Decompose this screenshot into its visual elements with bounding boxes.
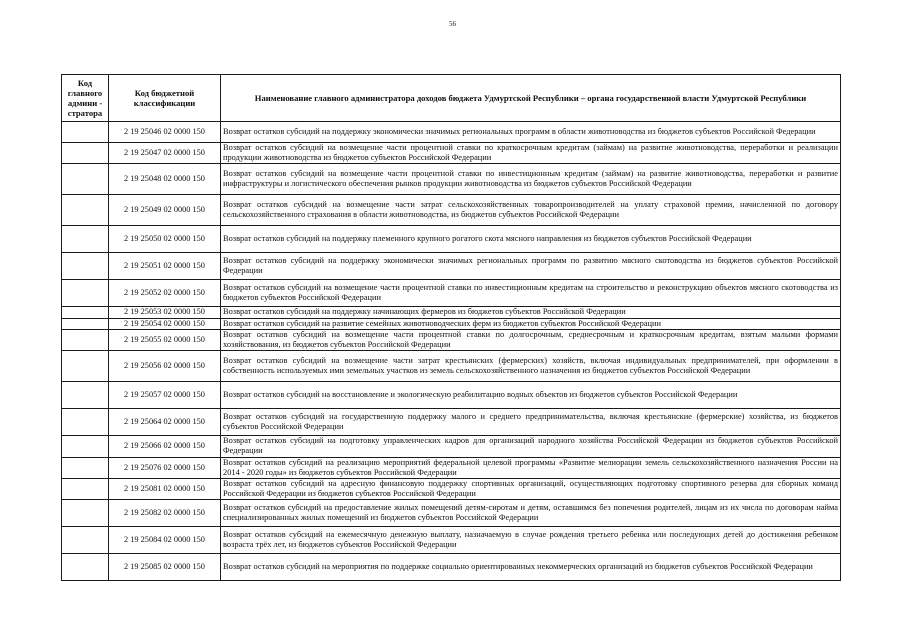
admin-code-cell xyxy=(62,226,109,253)
table-row xyxy=(62,329,841,350)
budget-code-cell: 2 19 25064 02 0000 150 xyxy=(109,409,221,436)
table-row xyxy=(62,164,841,195)
name-cell: Возврат остатков субсидий на возмещение части процентной ставки по инвестиционным кредитам на строительство и реконструкцию объектов мясного скотоводства из бюджетов субъектов Российской Федерации xyxy=(221,280,841,307)
table-row xyxy=(62,527,841,554)
budget-code-cell: 2 19 25076 02 0000 150 xyxy=(109,457,221,478)
name-cell: Возврат остатков субсидий на поддержку племенного крупного рогатого скота мясного направления из бюджетов субъектов Российской Федерации xyxy=(221,226,841,253)
budget-code-cell: 2 19 25085 02 0000 150 xyxy=(109,554,221,581)
admin-code-cell xyxy=(62,164,109,195)
name-cell: Возврат остатков субсидий на восстановление и экологическую реабилитацию водных объектов из бюджетов субъектов Российской Федерации xyxy=(221,382,841,409)
name-cell: Возврат остатков субсидий на поддержку экономически значимых региональных программ по развитию мясного скотоводства из бюджетов субъектов Российской Федерации xyxy=(221,253,841,280)
budget-code-cell: 2 19 25050 02 0000 150 xyxy=(109,226,221,253)
table-header xyxy=(62,75,841,122)
table-row xyxy=(62,436,841,457)
table-row xyxy=(62,457,841,478)
header-budget-code: Код бюджетной классификации xyxy=(109,75,221,122)
table-row xyxy=(62,307,841,318)
admin-code-cell xyxy=(62,479,109,500)
admin-code-cell xyxy=(62,318,109,329)
name-cell: Возврат остатков субсидий на возмещение части затрат крестьянских (фермерских) хозяйств, включая индивидуальных предпринимателей, при оформлении в собственность используемых ими земельных участков из земель сельскохозяйственного назначения из бюджетов субъектов Российской Федерации xyxy=(221,351,841,382)
admin-code-cell xyxy=(62,436,109,457)
table-row xyxy=(62,226,841,253)
budget-code-cell: 2 19 25049 02 0000 150 xyxy=(109,195,221,226)
admin-code-cell xyxy=(62,307,109,318)
budget-code-cell: 2 19 25053 02 0000 150 xyxy=(109,307,221,318)
budget-code-cell: 2 19 25084 02 0000 150 xyxy=(109,527,221,554)
name-cell: Возврат остатков субсидий на поддержку экономически значимых региональных программ в области животноводства из бюджетов субъектов Российской Федерации xyxy=(221,122,841,143)
admin-code-cell xyxy=(62,554,109,581)
budget-code-cell: 2 19 25081 02 0000 150 xyxy=(109,479,221,500)
table-body xyxy=(62,122,841,581)
table-row xyxy=(62,318,841,329)
admin-code-cell xyxy=(62,195,109,226)
name-cell: Возврат остатков субсидий на развитие семейных животноводческих ферм из бюджетов субъектов Российской Федерации xyxy=(221,318,841,329)
name-cell: Возврат остатков субсидий на реализацию мероприятий федеральной целевой программы «Развитие мелиорации земель сельскохозяйственного назначения России на 2014 - 2020 годы» из бюджетов субъектов Российской Федерации xyxy=(221,457,841,478)
admin-code-cell xyxy=(62,329,109,350)
budget-code-cell: 2 19 25082 02 0000 150 xyxy=(109,500,221,527)
budget-code-cell: 2 19 25066 02 0000 150 xyxy=(109,436,221,457)
name-cell: Возврат остатков субсидий на подготовку управленческих кадров для организаций народного хозяйства Российской Федерации из бюджетов субъектов Российской Федерации xyxy=(221,436,841,457)
budget-code-cell: 2 19 25052 02 0000 150 xyxy=(109,280,221,307)
admin-code-cell xyxy=(62,409,109,436)
budget-code-cell: 2 19 25057 02 0000 150 xyxy=(109,382,221,409)
table-row xyxy=(62,554,841,581)
admin-code-cell xyxy=(62,253,109,280)
name-cell: Возврат остатков субсидий на возмещение части затрат сельскохозяйственных товаропроизводителей на уплату страховой премии, начисленной по договору сельскохозяйственного страхования в области животноводства, из бюджетов субъектов Российской Федерации xyxy=(221,195,841,226)
table-row xyxy=(62,253,841,280)
header-row xyxy=(62,75,841,122)
admin-code-cell xyxy=(62,122,109,143)
name-cell: Возврат остатков субсидий на мероприятия по поддержке социально ориентированных некоммерческих организаций из бюджетов субъектов Российской Федерации xyxy=(221,554,841,581)
table-row xyxy=(62,195,841,226)
table-row xyxy=(62,351,841,382)
name-cell: Возврат остатков субсидий на ежемесячную денежную выплату, назначаемую в случае рождения третьего ребенка или последующих детей до достижения ребенком возраста трёх лет, из бюджетов субъектов Российской Федерации xyxy=(221,527,841,554)
name-cell: Возврат остатков субсидий на государственную поддержку малого и среднего предпринимательства, включая крестьянские (фермерские) хозяйства, из бюджетов субъектов Российской Федерации xyxy=(221,409,841,436)
admin-code-cell xyxy=(62,382,109,409)
table-row xyxy=(62,382,841,409)
admin-code-cell xyxy=(62,500,109,527)
table-row xyxy=(62,479,841,500)
budget-code-cell: 2 19 25056 02 0000 150 xyxy=(109,351,221,382)
budget-code-cell: 2 19 25055 02 0000 150 xyxy=(109,329,221,350)
header-administrator-name: Наименование главного администратора доходов бюджета Удмуртской Республики – органа государственной власти Удмуртской Республики xyxy=(221,75,841,122)
name-cell: Возврат остатков субсидий на поддержку начинающих фермеров из бюджетов субъектов Российской Федерации xyxy=(221,307,841,318)
name-cell: Возврат остатков субсидий на предоставление жилых помещений детям-сиротам и детям, оставшимся без попечения родителей, лицам из их числа по договорам найма специализированных жилых помещений из бюджетов субъектов Российской Федерации xyxy=(221,500,841,527)
name-cell: Возврат остатков субсидий на возмещение части процентной ставки по краткосрочным кредитам (займам) на развитие животноводства, переработки и реализации продукции животноводства из бюджетов субъектов Российской Федерации xyxy=(221,143,841,164)
name-cell: Возврат остатков субсидий на возмещение части процентной ставки по долгосрочным, среднесрочным и краткосрочным кредитам, взятым малыми формами хозяйствования, из бюджетов субъектов Российской Федерации xyxy=(221,329,841,350)
table-row xyxy=(62,500,841,527)
admin-code-cell xyxy=(62,143,109,164)
admin-code-cell xyxy=(62,280,109,307)
page-number: 56 xyxy=(449,20,456,28)
budget-code-cell: 2 19 25046 02 0000 150 xyxy=(109,122,221,143)
admin-code-cell xyxy=(62,457,109,478)
budget-code-cell: 2 19 25048 02 0000 150 xyxy=(109,164,221,195)
header-admin-code: Код главного админи - стратора xyxy=(62,75,109,122)
table-row xyxy=(62,143,841,164)
budget-code-cell: 2 19 25047 02 0000 150 xyxy=(109,143,221,164)
table-row xyxy=(62,122,841,143)
admin-code-cell xyxy=(62,527,109,554)
budget-code-cell: 2 19 25054 02 0000 150 xyxy=(109,318,221,329)
table-row xyxy=(62,409,841,436)
admin-code-cell xyxy=(62,351,109,382)
name-cell: Возврат остатков субсидий на адресную финансовую поддержку спортивных организаций, осуществляющих подготовку спортивного резерва для сборных команд Российской Федерации из бюджетов субъектов Российской Федерации xyxy=(221,479,841,500)
table-row xyxy=(62,280,841,307)
name-cell: Возврат остатков субсидий на возмещение части процентной ставки по инвестиционным кредитам (займам) на развитие животноводства, переработки и развитие инфраструктуры и логистического обеспечения рынков продукции животноводства из бюджетов субъектов Российской Федерации xyxy=(221,164,841,195)
budget-code-cell: 2 19 25051 02 0000 150 xyxy=(109,253,221,280)
budget-codes-table xyxy=(61,74,841,581)
